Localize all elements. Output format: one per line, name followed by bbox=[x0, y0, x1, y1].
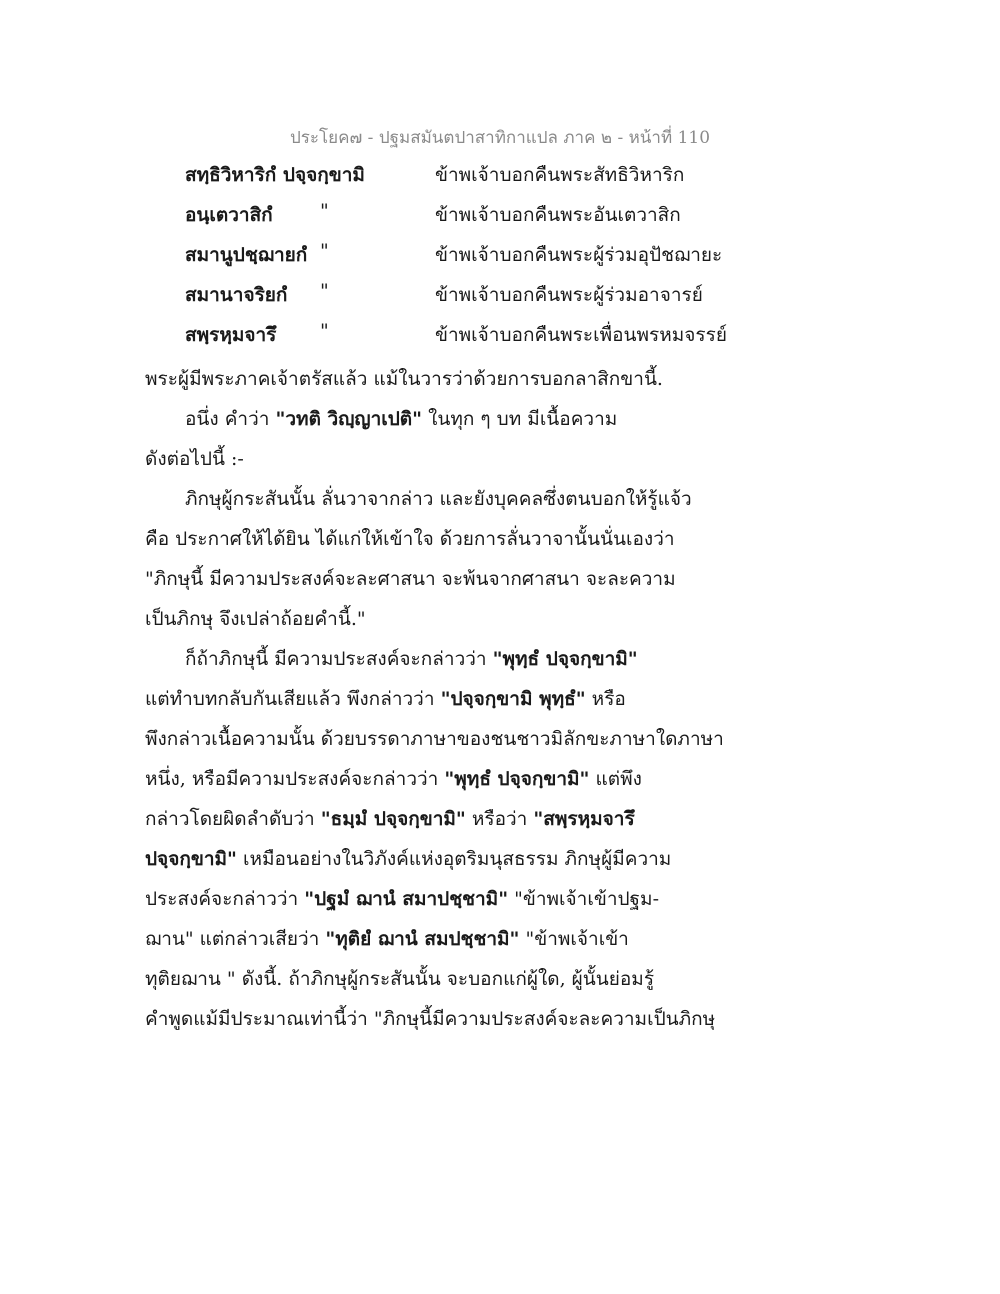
body-line: หนึ่ง, หรือมีความประสงค์จะกล่าวว่า "พุทฺธํ ปจฺจกฺขามิ" แต่พึง bbox=[145, 768, 642, 790]
body-line: อนึ่ง คำว่า "วทติ วิญฺญาเปติ" ในทุก ๆ บท มีเนื้อความ bbox=[185, 408, 618, 430]
body-line: คือ ประกาศให้ได้ยิน ได้แก่ให้เข้าใจ ด้วยการลั่นวาจานั้นนั่นเองว่า bbox=[145, 528, 675, 550]
body-line: ก็ถ้าภิกษุนี้ มีความประสงค์จะกล่าวว่า "พุทฺธํ ปจฺจกฺขามิ" bbox=[185, 648, 638, 670]
body-line: ปจฺจกฺขามิ" เหมือนอย่างในวิภังค์แห่งอุตริมนุสธรรม ภิกษุผู้มีความ bbox=[145, 848, 672, 870]
pali-phrase: "พุทฺธํ ปจฺจกฺขามิ" bbox=[444, 768, 590, 790]
body-line: ฌาน" แต่กล่าวเสียว่า "ทุติยํ ฌานํ สมปชฺชามิ" "ข้าพเจ้าเข้า bbox=[145, 928, 629, 950]
body-line: แต่ทำบทกลับกันเสียแล้ว พึงกล่าวว่า "ปจฺจกฺขามิ พุทฺธํ" หรือ bbox=[145, 688, 626, 710]
pali-term: สพฺรหฺมจารึ bbox=[185, 324, 277, 346]
thai-meaning: ข้าพเจ้าบอกคืนพระผู้ร่วมอุปัชฌายะ bbox=[435, 244, 723, 266]
pali-phrase: "ธมฺมํ ปจฺจกฺขามิ" bbox=[320, 808, 466, 830]
body-line: เป็นภิกษุ จึงเปล่าถ้อยคำนี้." bbox=[145, 608, 366, 630]
vocab-row bbox=[185, 160, 885, 190]
pali-phrase: "ทุติยํ ฌานํ สมปชฺชามิ" bbox=[325, 928, 520, 950]
body-line: ทุติยฌาน " ดังนี้. ถ้าภิกษุผู้กระสันนั้น จะบอกแก่ผู้ใด, ผู้นั้นย่อมรู้ bbox=[145, 968, 655, 990]
pali-term: สมานูปชฺฌายกํ bbox=[185, 244, 308, 266]
thai-meaning: ข้าพเจ้าบอกคืนพระผู้ร่วมอาจารย์ bbox=[435, 284, 703, 306]
ditto-mark: " bbox=[320, 240, 329, 262]
page-header: ประโยค๗ - ปฐมสมันตปาสาทิกาแปล ภาค ๒ - หน้าที่ 110 bbox=[289, 128, 711, 148]
thai-meaning: ข้าพเจ้าบอกคืนพระเพื่อนพรหมจรรย์ bbox=[435, 324, 727, 346]
ditto-mark: " bbox=[320, 200, 329, 222]
body-line: ดังต่อไปนี้ :- bbox=[145, 448, 244, 470]
vocab-row bbox=[185, 280, 885, 310]
body-line: "ภิกษุนี้ มีความประสงค์จะละศาสนา จะพ้นจากศาสนา จะละความ bbox=[145, 568, 676, 590]
thai-meaning: ข้าพเจ้าบอกคืนพระสัทธิวิหาริก bbox=[435, 164, 685, 186]
ditto-mark: " bbox=[320, 320, 329, 342]
vocab-row bbox=[185, 200, 885, 230]
ditto-mark: " bbox=[320, 280, 329, 302]
vocab-row bbox=[185, 240, 885, 270]
pali-phrase: "สพฺรหฺมจารึ bbox=[533, 808, 635, 830]
pali-phrase: "ปจฺจกฺขามิ พุทฺธํ" bbox=[440, 688, 586, 710]
pali-phrase: "ปฐมํ ฌานํ สมาปชฺชามิ" bbox=[304, 888, 509, 910]
thai-meaning: ข้าพเจ้าบอกคืนพระอันเตวาสิก bbox=[435, 204, 681, 226]
pali-term: อนฺเตวาสิกํ bbox=[185, 204, 273, 226]
body-line: กล่าวโดยผิดลำดับว่า "ธมฺมํ ปจฺจกฺขามิ" หรือว่า "สพฺรหฺมจารึ bbox=[145, 808, 635, 830]
body-line: คำพูดแม้มีประมาณเท่านี้ว่า "ภิกษุนี้มีความประสงค์จะละความเป็นภิกษุ bbox=[145, 1008, 716, 1030]
pali-phrase: "พุทฺธํ ปจฺจกฺขามิ" bbox=[492, 648, 638, 670]
pali-term: สมานาจริยกํ bbox=[185, 284, 288, 306]
pali-phrase: ปจฺจกฺขามิ" bbox=[145, 848, 237, 870]
body-line: ประสงค์จะกล่าวว่า "ปฐมํ ฌานํ สมาปชฺชามิ" "ข้าพเจ้าเข้าปฐม- bbox=[145, 888, 659, 910]
body-line: พระผู้มีพระภาคเจ้าตรัสแล้ว แม้ในวารว่าด้วยการบอกลาสิกขานี้. bbox=[145, 368, 663, 390]
pali-term: สทฺธิวิหาริกํ ปจฺจกฺขามิ bbox=[185, 164, 365, 186]
pali-phrase: "วทติ วิญฺญาเปติ" bbox=[275, 408, 423, 430]
body-line: ภิกษุผู้กระสันนั้น ลั่นวาจากล่าว และยังบุคคลซึ่งตนบอกให้รู้แจ้ว bbox=[185, 488, 692, 510]
body-line: พึงกล่าวเนื้อความนั้น ด้วยบรรดาภาษาของชนชาวมิลักขะภาษาใดภาษา bbox=[145, 728, 724, 750]
vocab-row bbox=[185, 320, 885, 350]
